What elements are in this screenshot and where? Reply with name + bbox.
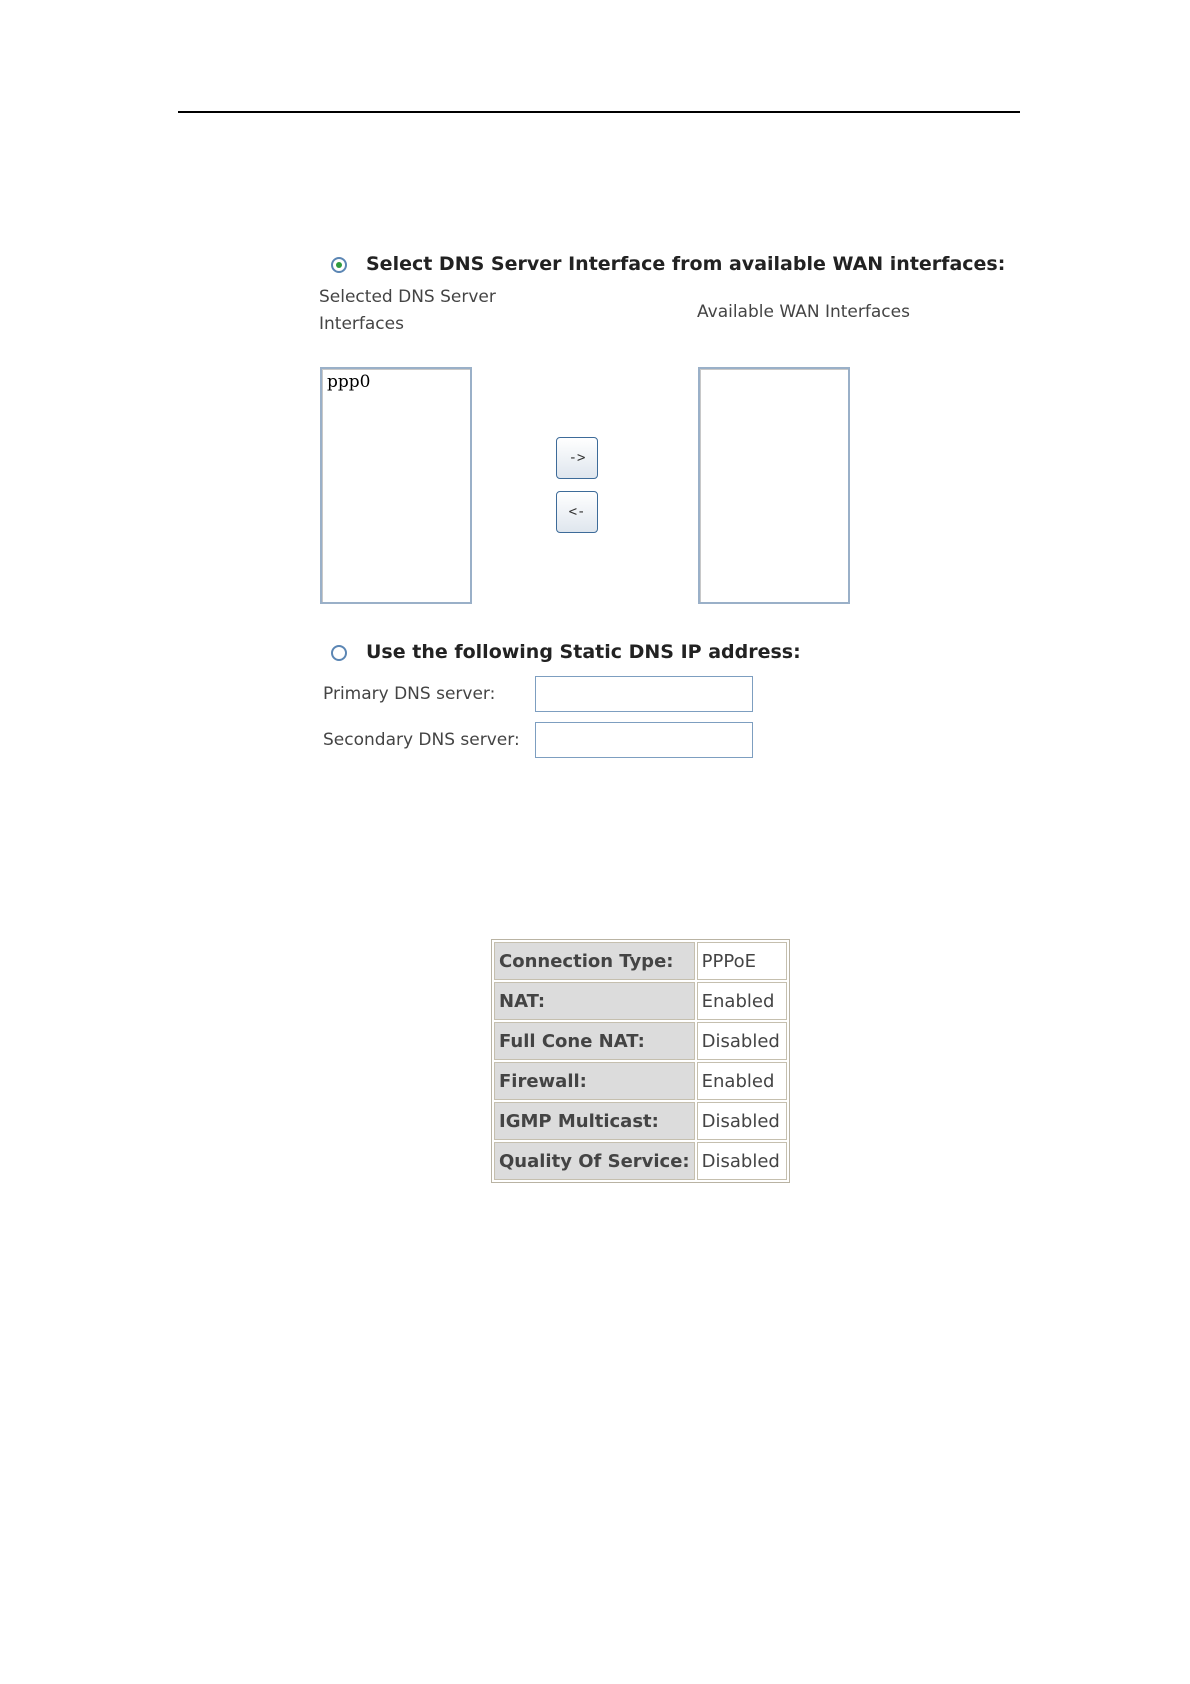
summary-key: Full Cone NAT: [494,1022,695,1060]
summary-value: Disabled [697,1102,787,1140]
summary-key: Firewall: [494,1062,695,1100]
available-interfaces-label: Available WAN Interfaces [697,302,910,322]
table-row [494,1022,787,1060]
summary-value: Disabled [697,1022,787,1060]
summary-key: Quality Of Service: [494,1142,695,1180]
summary-value: Enabled [697,982,787,1020]
move-to-available-button[interactable]: -> [556,437,598,479]
secondary-dns-input[interactable] [535,722,753,758]
list-item[interactable]: ppp0 [327,372,371,392]
table-row [494,1142,787,1180]
summary-value: PPPoE [697,942,787,980]
primary-dns-input[interactable] [535,676,753,712]
static-dns-option-label: Use the following Static DNS IP address: [366,641,801,663]
selected-interfaces-label: Selected DNS Server Interfaces [319,287,496,334]
summary-value: Disabled [697,1142,787,1180]
top-rule [178,111,1020,113]
summary-key: NAT: [494,982,695,1020]
radio-selected-dot [336,262,342,268]
primary-dns-label: Primary DNS server: [323,684,496,704]
secondary-dns-label: Secondary DNS server: [323,730,520,750]
table-row [494,982,787,1020]
static-dns-radio[interactable] [331,645,347,661]
dns-interface-option-label: Select DNS Server Interface from available WAN interfaces: [366,253,1006,275]
dns-interface-radio[interactable] [331,257,347,273]
summary-key: Connection Type: [494,942,695,980]
selected-interfaces-listbox[interactable] [320,367,472,604]
table-row [494,1102,787,1140]
table-row [494,1062,787,1100]
summary-key: IGMP Multicast: [494,1102,695,1140]
available-interfaces-listbox[interactable] [698,367,850,604]
table-row [494,942,787,980]
connection-summary-table [491,939,790,1183]
move-to-selected-button[interactable]: <- [556,491,598,533]
summary-value: Enabled [697,1062,787,1100]
